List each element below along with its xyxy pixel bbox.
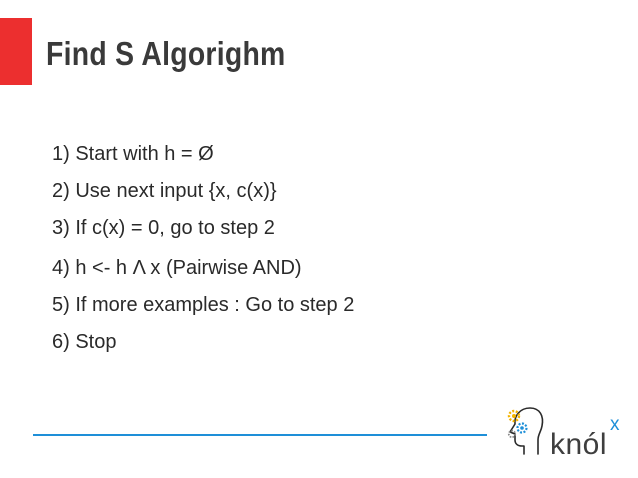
logo-superscript: x xyxy=(610,414,620,435)
gears-head-icon xyxy=(500,402,550,468)
footer-divider xyxy=(33,434,487,436)
knolx-logo xyxy=(500,402,630,468)
step-5: 5) If more examples : Go to step 2 xyxy=(52,294,355,316)
step-6: 6) Stop xyxy=(52,331,117,353)
title-accent-bar xyxy=(0,18,32,85)
step-4: 4) h <- h Λ x (Pairwise AND) xyxy=(52,257,302,279)
step-3: 3) If c(x) = 0, go to step 2 xyxy=(52,217,275,239)
logo-wordmark: knól xyxy=(550,428,608,461)
slide-title: Find S Algorighm xyxy=(46,35,286,72)
step-2: 2) Use next input {x, c(x)} xyxy=(52,180,277,202)
step-1: 1) Start with h = Ø xyxy=(52,143,214,165)
